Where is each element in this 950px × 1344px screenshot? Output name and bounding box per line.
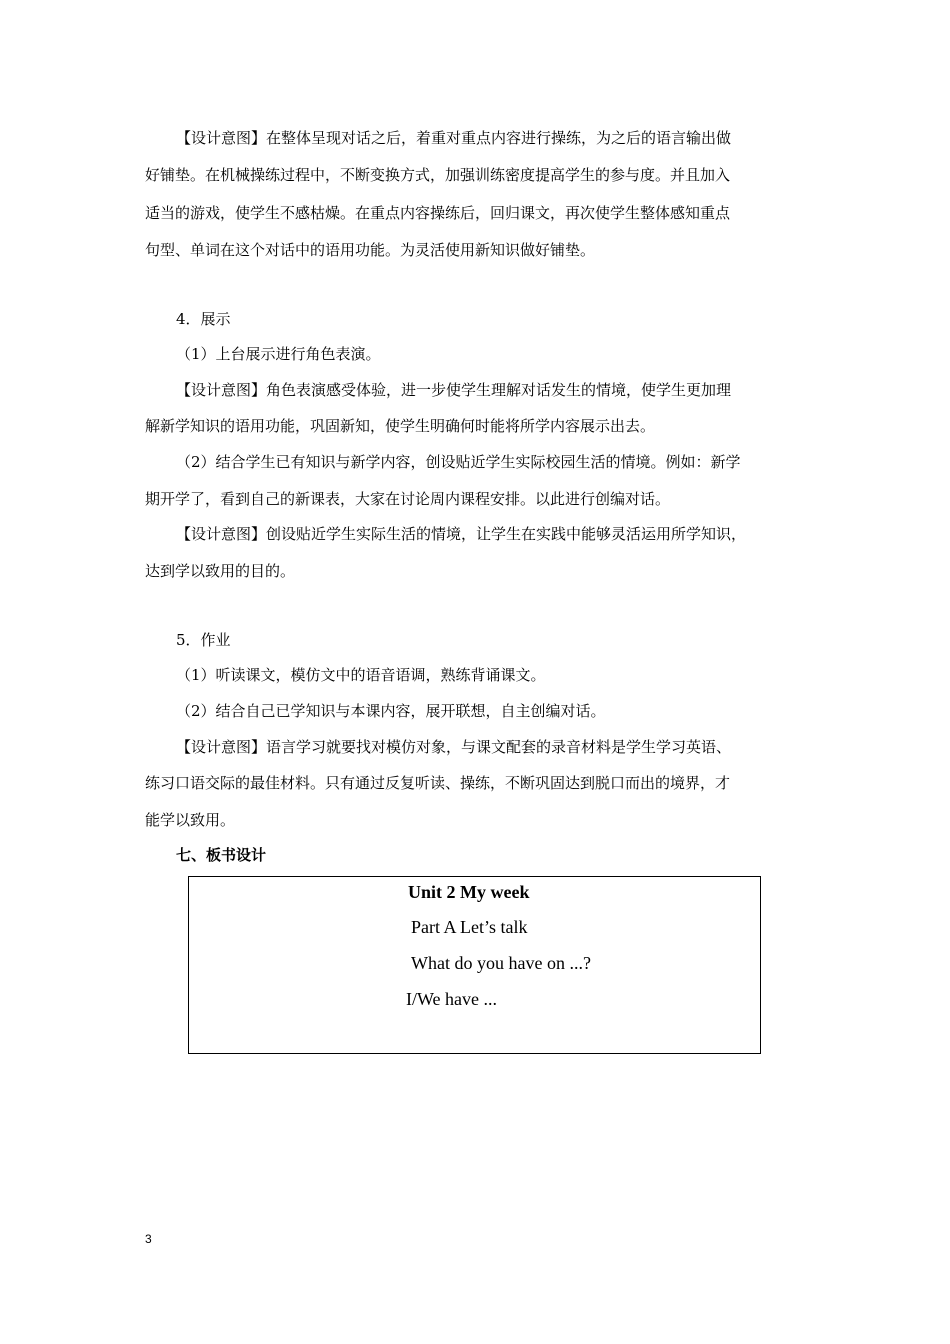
paragraph-line: 能学以致用。 (145, 811, 236, 829)
paragraph-line: 好铺垫。在机械操练过程中，不断变换方式，加强训练密度提高学生的参与度。并且加入 (145, 166, 731, 184)
board-line: I/We have ... (406, 989, 498, 1009)
paragraph-line: 达到学以致用的目的。 (145, 562, 296, 580)
paragraph-line: 【设计意图】语言学习就要找对模仿对象，与课文配套的录音材料是学生学习英语、 (176, 738, 732, 756)
board-line: Part A Let’s talk (411, 917, 528, 937)
section-heading: 4．展示 (176, 310, 231, 328)
section-heading: 七、板书设计 (176, 846, 267, 864)
paragraph-line: 句型、单词在这个对话中的语用功能。为灵活使用新知识做好铺垫。 (145, 241, 596, 259)
paragraph-line: 【设计意图】角色表演感受体验，进一步使学生理解对话发生的情境，使学生更加理 (176, 381, 732, 399)
list-item: （2）结合自己已学知识与本课内容，展开联想，自主创编对话。 (176, 702, 606, 720)
board-line: What do you have on ...? (411, 953, 591, 973)
paragraph-line: 期开学了，看到自己的新课表，大家在讨论周内课程安排。以此进行创编对话。 (145, 490, 671, 508)
paragraph-line: 解新学知识的语用功能，巩固新知，使学生明确何时能将所学内容展示出去。 (145, 417, 656, 435)
list-item: （2）结合学生已有知识与新学内容，创设贴近学生实际校园生活的情境。例如：新学 (176, 453, 741, 471)
board-title: Unit 2 My week (408, 882, 530, 902)
page-number: 3 (145, 1232, 152, 1246)
blackboard-design-box (188, 876, 761, 1054)
paragraph-line: 【设计意图】在整体呈现对话之后，着重对重点内容进行操练，为之后的语言输出做 (176, 129, 732, 147)
list-item: （1）上台展示进行角色表演。 (176, 345, 381, 363)
section-heading: 5．作业 (176, 631, 231, 649)
list-item: （1）听读课文，模仿文中的语音语调，熟练背诵课文。 (176, 666, 546, 684)
paragraph-line: 【设计意图】创设贴近学生实际生活的情境，让学生在实践中能够灵活运用所学知识， (176, 525, 747, 543)
paragraph-line: 适当的游戏，使学生不感枯燥。在重点内容操练后，回归课文，再次使学生整体感知重点 (145, 204, 731, 222)
paragraph-line: 练习口语交际的最佳材料。只有通过反复听读、操练，不断巩固达到脱口而出的境界，才 (145, 774, 731, 792)
